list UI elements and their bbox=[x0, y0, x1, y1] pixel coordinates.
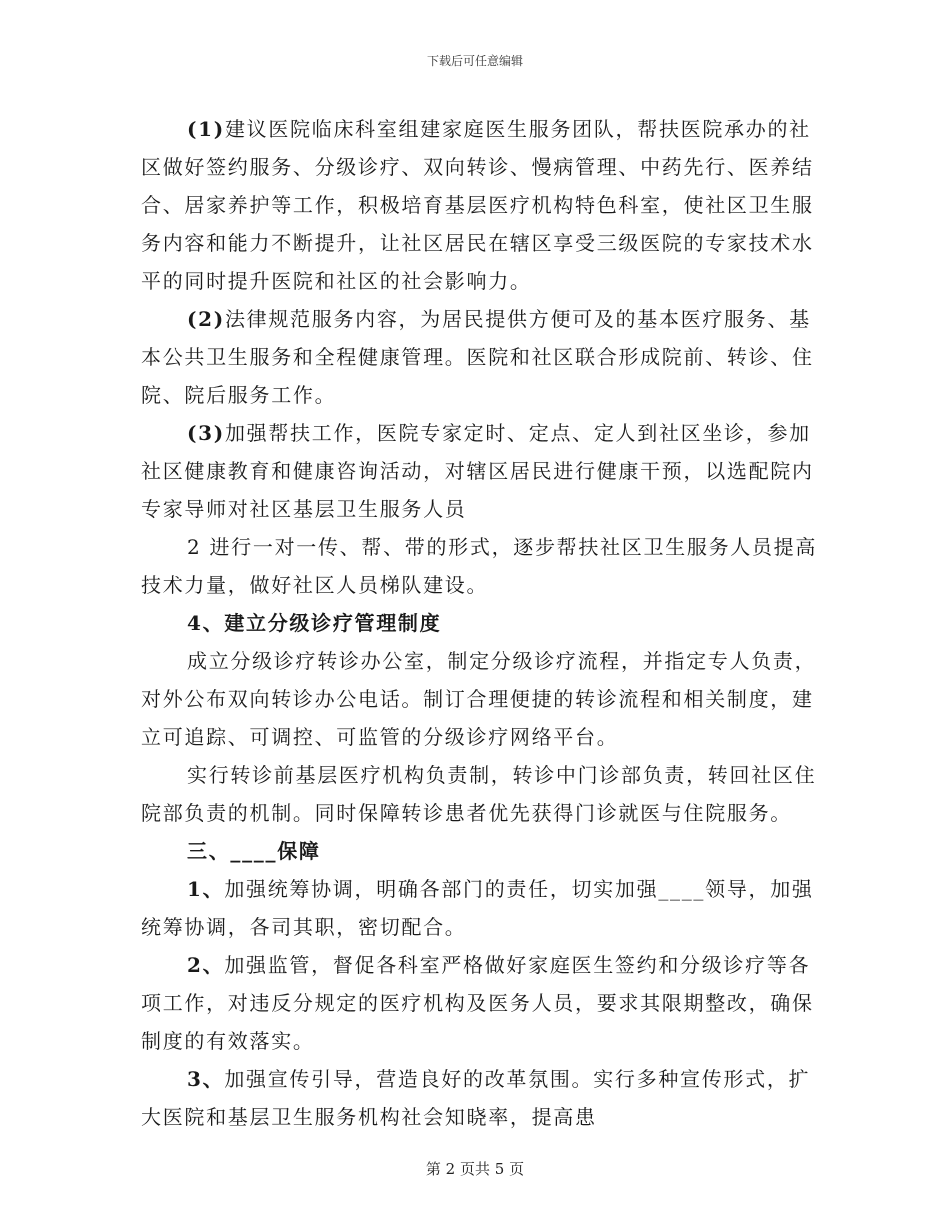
paragraph-text: 2 进行一对一传、帮、带的形式，逐步帮扶社区卫生服务人员提高技术力量，做好社区人员梯队建设。 bbox=[141, 535, 818, 597]
paragraph bbox=[141, 642, 831, 756]
document-body bbox=[141, 110, 831, 1136]
paragraph bbox=[141, 300, 831, 414]
paragraph bbox=[141, 110, 831, 300]
heading-text: 三、____保障 bbox=[187, 839, 321, 863]
paragraph bbox=[141, 528, 831, 604]
paragraph-text: 成立分级诊疗转诊办公室，制定分级诊疗流程，并指定专人负责，对外公布双向转诊办公电话。制订合理便捷的转诊流程和相关制度，建立可追踪、可调控、可监管的分级诊疗网络平台。 bbox=[141, 649, 817, 749]
paragraph bbox=[141, 946, 831, 1060]
paragraph bbox=[141, 1060, 831, 1136]
paragraph bbox=[141, 756, 831, 832]
paragraph-text: 实行转诊前基层医疗机构负责制，转诊中门诊部负责，转回社区住院部负责的机制。同时保障转诊患者优先获得门诊就医与住院服务。 bbox=[141, 763, 817, 825]
paragraph-text: 加强监管，督促各科室严格做好家庭医生签约和分级诊疗等各项工作，对违反分规定的医疗机构及医务人员，要求其限期整改，确保制度的有效落实。 bbox=[141, 953, 814, 1053]
paragraph bbox=[141, 870, 831, 946]
paragraph-text: 加强统筹协调，明确各部门的责任，切实加强____领导，加强统筹协调，各司其职，密切配合。 bbox=[141, 877, 814, 939]
page-footer: 第 2 页共 5 页 bbox=[425, 1160, 525, 1178]
paragraph-text: 法律规范服务内容，为居民提供方便可及的基本医疗服务、基本公共卫生服务和全程健康管理。医院和社区联合形成院前、转诊、住院、院后服务工作。 bbox=[141, 307, 814, 407]
paragraph-lead: (2) bbox=[187, 307, 225, 331]
section-heading bbox=[141, 832, 831, 870]
paragraph bbox=[141, 414, 831, 528]
paragraph-lead: (3) bbox=[187, 421, 225, 445]
heading-number: 4、 bbox=[187, 611, 225, 635]
heading-text: 建立分级诊疗管理制度 bbox=[224, 611, 442, 635]
paragraph-lead: 2、 bbox=[187, 953, 225, 977]
paragraph-text: 加强宣传引导，营造良好的改革氛围。实行多种宣传形式，扩大医院和基层卫生服务机构社会知晓率，提高患 bbox=[141, 1067, 811, 1129]
paragraph-lead: (1) bbox=[187, 117, 225, 141]
section-heading bbox=[141, 604, 831, 642]
paragraph-lead: 1、 bbox=[187, 877, 225, 901]
paragraph-text: 加强帮扶工作，医院专家定时、定点、定人到社区坐诊，参加社区健康教育和健康咨询活动，对辖区居民进行健康干预，以选配院内专家导师对社区基层卫生服务人员 bbox=[141, 421, 814, 521]
paragraph-text: 建议医院临床科室组建家庭医生服务团队，帮扶医院承办的社区做好签约服务、分级诊疗、双向转诊、慢病管理、中药先行、医养结合、居家养护等工作，积极培育基层医疗机构特色科室，使社区卫生服务内容和能力不断提升，让社区居民在辖区享受三级医院的专家技术水平的同时提升医院和社区的社会影响力。 bbox=[141, 117, 814, 293]
page-header: 下载后可任意编辑 bbox=[426, 54, 523, 68]
paragraph-lead: 3、 bbox=[187, 1067, 225, 1091]
